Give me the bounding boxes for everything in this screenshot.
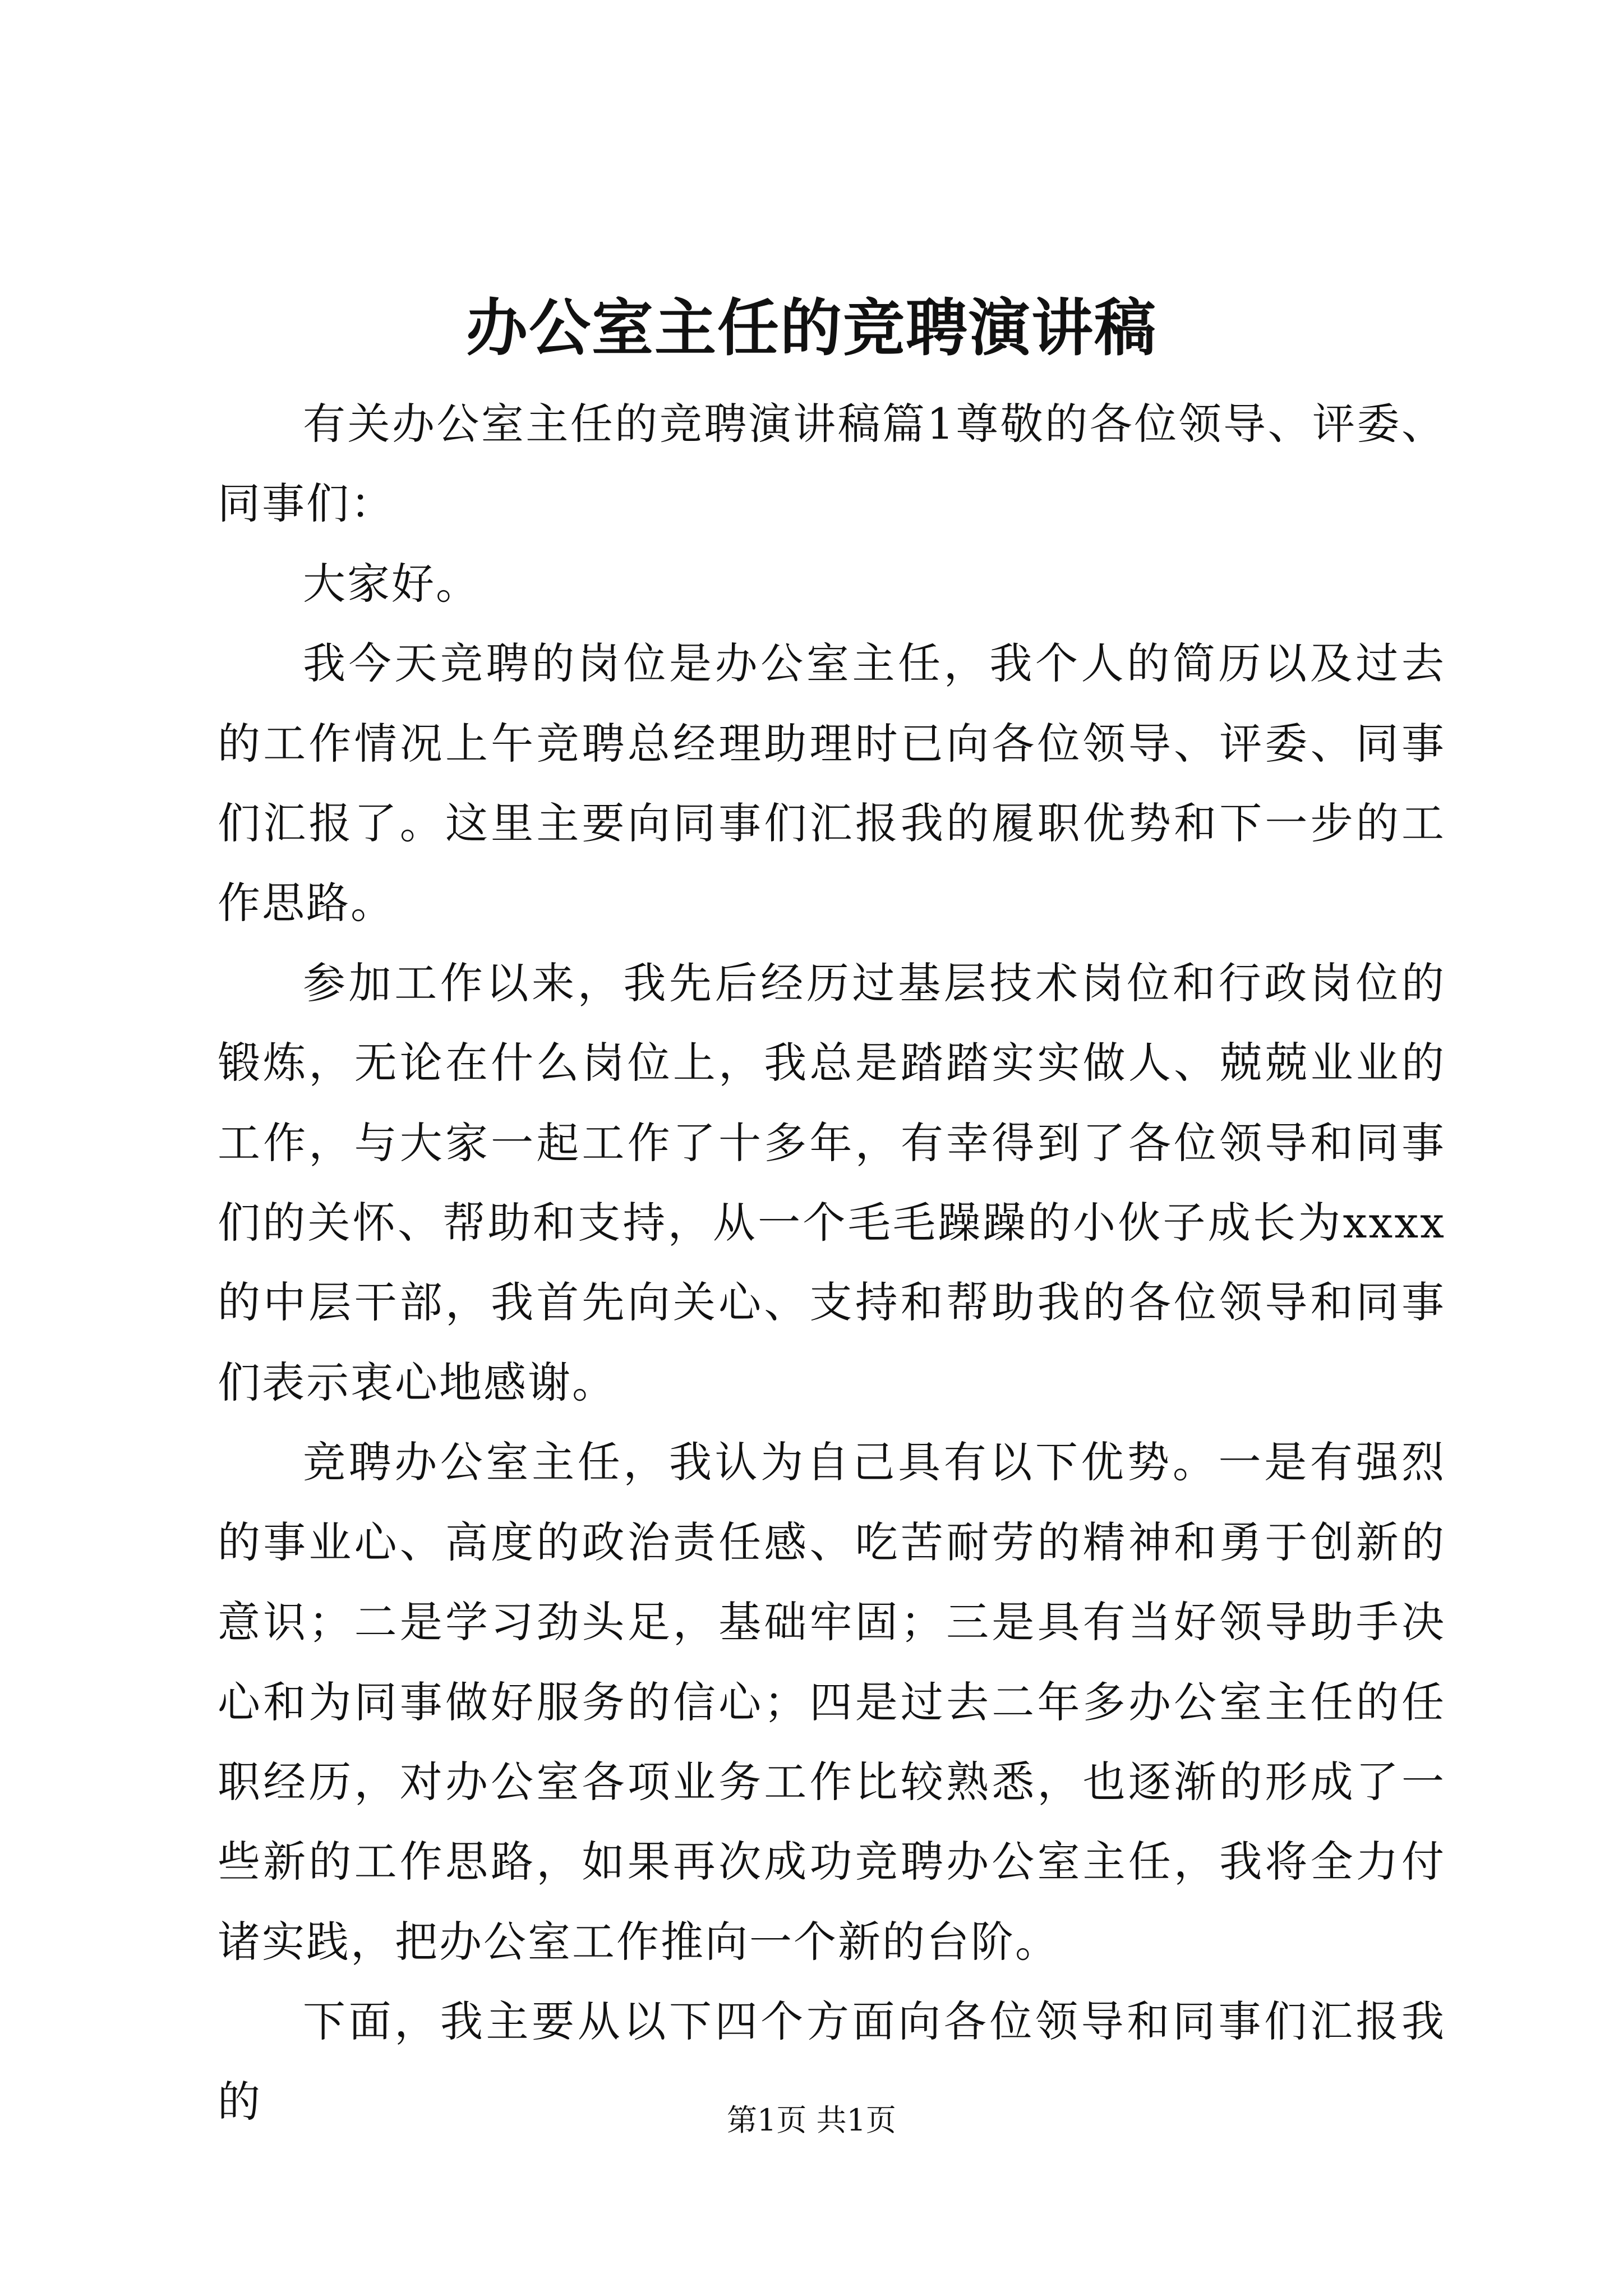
paragraph-2: 大家好。 xyxy=(303,558,480,609)
page-footer: 第1页 共1页 xyxy=(727,2102,896,2138)
document-body xyxy=(218,384,1446,2142)
paragraph-1: 有关办公室主任的竞聘演讲稿篇1尊敬的各位领导、评委、同事们： xyxy=(218,399,1446,529)
document-title: 办公室主任的竞聘演讲稿 xyxy=(466,292,1157,364)
paragraph-3: 我今天竞聘的岗位是办公室主任，我个人的简历以及过去的工作情况上午竞聘总经理助理时已向各位领导、评委、同事们汇报了。这里主要向同事们汇报我的履职优势和下一步的工作思路。 xyxy=(218,638,1446,928)
paragraph-5: 竞聘办公室主任，我认为自己具有以下优势。一是有强烈的事业心、高度的政治责任感、吃苦耐劳的精神和勇于创新的意识；二是学习劲头足，基础牢固；三是具有当好领导助手决心和为同事做好服务的信心；四是过去二年多办公室主任的任职经历，对办公室各项业务工作比较熟悉，也逐渐的形成了一些新的工作思路，如果再次成功竞聘办公室主任，我将全力付诸实践，把办公室工作推向一个新的台阶。 xyxy=(218,1437,1446,1967)
paragraph-6: 下面，我主要从以下四个方面向各位领导和同事们汇报我的 xyxy=(218,1996,1446,2127)
paragraph-4: 参加工作以来，我先后经历过基层技术岗位和行政岗位的锻炼，无论在什么岗位上，我总是踏踏实实做人、兢兢业业的工作，与大家一起工作了十多年，有幸得到了各位领导和同事们的关怀、帮助和支持，从一个毛毛躁躁的小伙子成长为xxxx的中层干部，我首先向关心、支持和帮助我的各位领导和同事们表示衷心地感谢。 xyxy=(218,958,1446,1407)
